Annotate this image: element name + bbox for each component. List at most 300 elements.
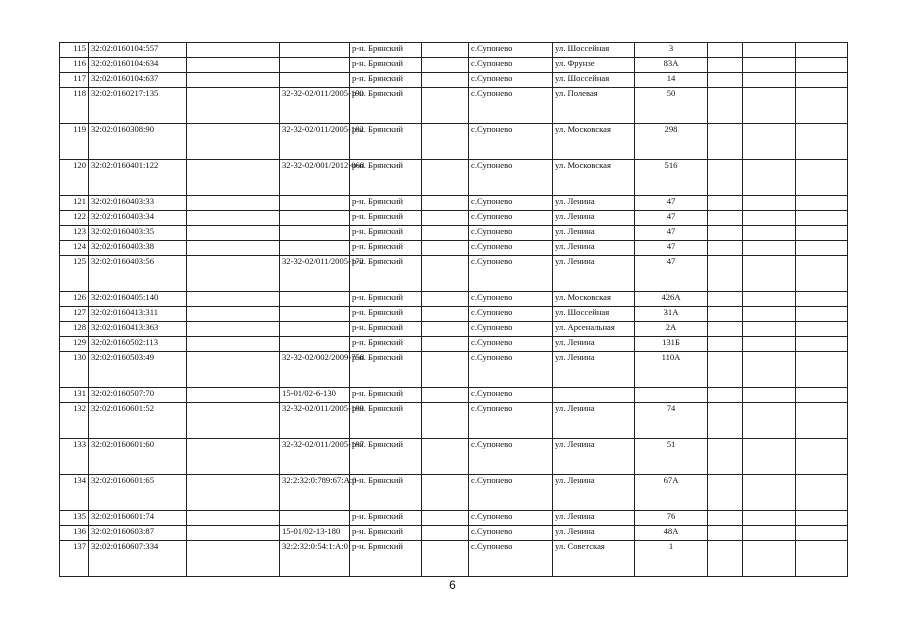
district-cell: р-н. Брянский: [350, 211, 422, 226]
empty-cell-cell: [187, 58, 280, 73]
district-cell: р-н. Брянский: [350, 160, 422, 196]
table-row: [60, 388, 848, 403]
cadastral-number-cell: 32:02:0160403:33: [89, 196, 187, 211]
empty-cell-cell: [187, 337, 280, 352]
registration-number-cell: [280, 241, 350, 256]
village-cell: с.Супонево: [469, 439, 553, 475]
empty-cell-cell: [422, 322, 469, 337]
empty-cell-cell: [422, 475, 469, 511]
table-row: [60, 43, 848, 58]
house-number-cell: 31А: [635, 307, 708, 322]
empty-cell-cell: [796, 226, 848, 241]
district-cell: р-н. Брянский: [350, 322, 422, 337]
row-number-cell: 135: [60, 511, 89, 526]
empty-cell-cell: [743, 511, 796, 526]
empty-cell-cell: [422, 337, 469, 352]
empty-cell-cell: [187, 388, 280, 403]
cadastral-number-cell: 32:02:0160601:74: [89, 511, 187, 526]
empty-cell-cell: [796, 211, 848, 226]
house-number-cell: [635, 388, 708, 403]
cadastral-number-cell: 32:02:0160403:38: [89, 241, 187, 256]
empty-cell-cell: [796, 352, 848, 388]
village-cell: с.Супонево: [469, 88, 553, 124]
table-row: [60, 124, 848, 160]
street-cell: ул. Советская: [553, 541, 635, 577]
empty-cell-cell: [743, 196, 796, 211]
street-cell: ул. Ленина: [553, 196, 635, 211]
row-number-cell: 124: [60, 241, 89, 256]
empty-cell-cell: [796, 337, 848, 352]
district-cell: р-н. Брянский: [350, 352, 422, 388]
empty-cell-cell: [796, 124, 848, 160]
house-number-cell: 131Б: [635, 337, 708, 352]
district-cell: р-н. Брянский: [350, 403, 422, 439]
empty-cell-cell: [708, 211, 743, 226]
empty-cell-cell: [743, 322, 796, 337]
empty-cell-cell: [187, 352, 280, 388]
house-number-cell: 47: [635, 196, 708, 211]
registration-number-cell: 32-32-02/002/2009-758: [280, 352, 350, 388]
row-number-cell: 119: [60, 124, 89, 160]
empty-cell-cell: [422, 226, 469, 241]
house-number-cell: 47: [635, 256, 708, 292]
row-number-cell: 126: [60, 292, 89, 307]
village-cell: с.Супонево: [469, 322, 553, 337]
empty-cell-cell: [796, 241, 848, 256]
empty-cell-cell: [708, 43, 743, 58]
empty-cell-cell: [743, 73, 796, 88]
table-body: [60, 43, 848, 577]
empty-cell-cell: [708, 439, 743, 475]
empty-cell-cell: [796, 43, 848, 58]
village-cell: с.Супонево: [469, 196, 553, 211]
registration-number-cell: [280, 58, 350, 73]
house-number-cell: 67А: [635, 475, 708, 511]
empty-cell-cell: [743, 292, 796, 307]
registration-number-cell: 32-32-02/011/2005-190: [280, 88, 350, 124]
empty-cell-cell: [422, 241, 469, 256]
village-cell: с.Супонево: [469, 307, 553, 322]
empty-cell-cell: [743, 403, 796, 439]
empty-cell-cell: [743, 337, 796, 352]
table-row: [60, 226, 848, 241]
village-cell: с.Супонево: [469, 43, 553, 58]
empty-cell-cell: [796, 388, 848, 403]
empty-cell-cell: [422, 292, 469, 307]
street-cell: ул. Ленина: [553, 511, 635, 526]
empty-cell-cell: [708, 337, 743, 352]
cadastral-number-cell: 32:02:0160104:637: [89, 73, 187, 88]
empty-cell-cell: [708, 256, 743, 292]
row-number-cell: 129: [60, 337, 89, 352]
cadastral-number-cell: 32:02:0160603:87: [89, 526, 187, 541]
empty-cell-cell: [187, 124, 280, 160]
empty-cell-cell: [743, 475, 796, 511]
registration-number-cell: [280, 292, 350, 307]
empty-cell-cell: [708, 475, 743, 511]
house-number-cell: 50: [635, 88, 708, 124]
district-cell: р-н. Брянский: [350, 88, 422, 124]
empty-cell-cell: [187, 226, 280, 241]
district-cell: р-н. Брянский: [350, 439, 422, 475]
table-row: [60, 58, 848, 73]
cadastral-number-cell: 32:02:0160507:70: [89, 388, 187, 403]
cadastral-number-cell: 32:02:0160405:140: [89, 292, 187, 307]
street-cell: ул. Ленина: [553, 526, 635, 541]
district-cell: р-н. Брянский: [350, 43, 422, 58]
table-row: [60, 73, 848, 88]
registration-number-cell: 32:2:32:0:789:67:А:0: [280, 475, 350, 511]
district-cell: р-н. Брянский: [350, 337, 422, 352]
empty-cell-cell: [422, 256, 469, 292]
district-cell: р-н. Брянский: [350, 58, 422, 73]
table-row: [60, 241, 848, 256]
empty-cell-cell: [422, 388, 469, 403]
empty-cell-cell: [743, 256, 796, 292]
village-cell: с.Супонево: [469, 256, 553, 292]
village-cell: с.Супонево: [469, 292, 553, 307]
empty-cell-cell: [708, 511, 743, 526]
empty-cell-cell: [708, 352, 743, 388]
registration-number-cell: [280, 322, 350, 337]
table-row: [60, 475, 848, 511]
cadastral-number-cell: 32:02:0160403:56: [89, 256, 187, 292]
registration-number-cell: [280, 226, 350, 241]
table-row: [60, 211, 848, 226]
empty-cell-cell: [708, 526, 743, 541]
district-cell: р-н. Брянский: [350, 475, 422, 511]
village-cell: с.Супонево: [469, 511, 553, 526]
registration-number-cell: 15-01/02-6-130: [280, 388, 350, 403]
cadastral-number-cell: 32:02:0160104:634: [89, 58, 187, 73]
empty-cell-cell: [187, 256, 280, 292]
village-cell: с.Супонево: [469, 403, 553, 439]
cadastral-number-cell: 32:02:0160607:334: [89, 541, 187, 577]
registration-number-cell: 32-32-02/011/2005-189: [280, 403, 350, 439]
street-cell: ул. Ленина: [553, 256, 635, 292]
row-number-cell: 121: [60, 196, 89, 211]
street-cell: [553, 388, 635, 403]
empty-cell-cell: [796, 307, 848, 322]
table-row: [60, 439, 848, 475]
house-number-cell: 47: [635, 241, 708, 256]
district-cell: р-н. Брянский: [350, 241, 422, 256]
empty-cell-cell: [708, 403, 743, 439]
cadastral-number-cell: 32:02:0160413:363: [89, 322, 187, 337]
street-cell: ул. Арсенальная: [553, 322, 635, 337]
empty-cell-cell: [743, 352, 796, 388]
empty-cell-cell: [187, 241, 280, 256]
row-number-cell: 137: [60, 541, 89, 577]
street-cell: ул. Ленина: [553, 211, 635, 226]
empty-cell-cell: [422, 403, 469, 439]
registration-number-cell: [280, 43, 350, 58]
empty-cell-cell: [708, 196, 743, 211]
empty-cell-cell: [422, 307, 469, 322]
house-number-cell: 298: [635, 124, 708, 160]
village-cell: с.Супонево: [469, 541, 553, 577]
empty-cell-cell: [796, 73, 848, 88]
empty-cell-cell: [743, 43, 796, 58]
table-row: [60, 88, 848, 124]
empty-cell-cell: [422, 541, 469, 577]
registration-number-cell: [280, 337, 350, 352]
empty-cell-cell: [743, 58, 796, 73]
empty-cell-cell: [422, 73, 469, 88]
registration-number-cell: 32-32-02/011/2005-187: [280, 439, 350, 475]
street-cell: ул. Шоссейная: [553, 73, 635, 88]
empty-cell-cell: [796, 475, 848, 511]
empty-cell-cell: [187, 160, 280, 196]
cadastral-number-cell: 32:02:0160403:34: [89, 211, 187, 226]
house-number-cell: 1: [635, 541, 708, 577]
empty-cell-cell: [187, 439, 280, 475]
empty-cell-cell: [743, 526, 796, 541]
house-number-cell: 47: [635, 211, 708, 226]
empty-cell-cell: [422, 124, 469, 160]
street-cell: ул. Ленина: [553, 352, 635, 388]
registration-number-cell: [280, 211, 350, 226]
row-number-cell: 134: [60, 475, 89, 511]
empty-cell-cell: [422, 439, 469, 475]
street-cell: ул. Шоссейная: [553, 43, 635, 58]
district-cell: р-н. Брянский: [350, 307, 422, 322]
table-row: [60, 292, 848, 307]
empty-cell-cell: [187, 526, 280, 541]
village-cell: с.Супонево: [469, 526, 553, 541]
cadastral-number-cell: 32:02:0160503:49: [89, 352, 187, 388]
street-cell: ул. Ленина: [553, 226, 635, 241]
district-cell: р-н. Брянский: [350, 196, 422, 211]
street-cell: ул. Шоссейная: [553, 307, 635, 322]
village-cell: с.Супонево: [469, 226, 553, 241]
empty-cell-cell: [708, 88, 743, 124]
row-number-cell: 118: [60, 88, 89, 124]
registration-number-cell: [280, 511, 350, 526]
table-row: [60, 337, 848, 352]
registration-number-cell: 32-32-02/001/2012-068: [280, 160, 350, 196]
empty-cell-cell: [422, 58, 469, 73]
empty-cell-cell: [708, 322, 743, 337]
empty-cell-cell: [796, 541, 848, 577]
empty-cell-cell: [796, 196, 848, 211]
empty-cell-cell: [796, 88, 848, 124]
row-number-cell: 115: [60, 43, 89, 58]
empty-cell-cell: [796, 403, 848, 439]
empty-cell-cell: [187, 511, 280, 526]
table-row: [60, 511, 848, 526]
empty-cell-cell: [187, 73, 280, 88]
empty-cell-cell: [187, 211, 280, 226]
row-number-cell: 128: [60, 322, 89, 337]
street-cell: ул. Ленина: [553, 403, 635, 439]
district-cell: р-н. Брянский: [350, 226, 422, 241]
empty-cell-cell: [422, 511, 469, 526]
empty-cell-cell: [743, 160, 796, 196]
cadastral-number-cell: 32:02:0160601:60: [89, 439, 187, 475]
empty-cell-cell: [796, 292, 848, 307]
street-cell: ул. Фрунзе: [553, 58, 635, 73]
district-cell: р-н. Брянский: [350, 256, 422, 292]
empty-cell-cell: [422, 160, 469, 196]
empty-cell-cell: [743, 541, 796, 577]
registration-number-cell: [280, 73, 350, 88]
row-number-cell: 130: [60, 352, 89, 388]
empty-cell-cell: [187, 475, 280, 511]
registration-number-cell: 32-32-02/011/2005-182: [280, 124, 350, 160]
registration-number-cell: 32-32-02/011/2005-172: [280, 256, 350, 292]
empty-cell-cell: [743, 226, 796, 241]
row-number-cell: 117: [60, 73, 89, 88]
empty-cell-cell: [796, 58, 848, 73]
street-cell: ул. Ленина: [553, 475, 635, 511]
empty-cell-cell: [708, 160, 743, 196]
village-cell: с.Супонево: [469, 337, 553, 352]
street-cell: ул. Ленина: [553, 439, 635, 475]
village-cell: с.Супонево: [469, 211, 553, 226]
empty-cell-cell: [422, 211, 469, 226]
empty-cell-cell: [796, 322, 848, 337]
empty-cell-cell: [743, 88, 796, 124]
empty-cell-cell: [422, 88, 469, 124]
street-cell: ул. Московская: [553, 124, 635, 160]
row-number-cell: 125: [60, 256, 89, 292]
house-number-cell: 14: [635, 73, 708, 88]
village-cell: с.Супонево: [469, 124, 553, 160]
district-cell: р-н. Брянский: [350, 541, 422, 577]
table-row: [60, 403, 848, 439]
empty-cell-cell: [187, 43, 280, 58]
cadastral-number-cell: 32:02:0160217:135: [89, 88, 187, 124]
table-row: [60, 526, 848, 541]
registration-number-cell: [280, 196, 350, 211]
empty-cell-cell: [708, 73, 743, 88]
table-row: [60, 322, 848, 337]
registration-number-cell: 32:2:32:0:54:1:А:0: [280, 541, 350, 577]
empty-cell-cell: [796, 526, 848, 541]
village-cell: с.Супонево: [469, 241, 553, 256]
district-cell: р-н. Брянский: [350, 73, 422, 88]
row-number-cell: 127: [60, 307, 89, 322]
house-number-cell: 110А: [635, 352, 708, 388]
registration-number-cell: 15-01/02-13-180: [280, 526, 350, 541]
empty-cell-cell: [796, 160, 848, 196]
empty-cell-cell: [422, 196, 469, 211]
cadastral-number-cell: 32:02:0160413:311: [89, 307, 187, 322]
cadastral-number-cell: 32:02:0160104:557: [89, 43, 187, 58]
table-row: [60, 352, 848, 388]
house-number-cell: 83А: [635, 58, 708, 73]
village-cell: с.Супонево: [469, 160, 553, 196]
street-cell: ул. Полевая: [553, 88, 635, 124]
empty-cell-cell: [708, 124, 743, 160]
property-register-table: [59, 42, 848, 577]
row-number-cell: 120: [60, 160, 89, 196]
row-number-cell: 136: [60, 526, 89, 541]
empty-cell-cell: [187, 292, 280, 307]
district-cell: р-н. Брянский: [350, 292, 422, 307]
district-cell: р-н. Брянский: [350, 526, 422, 541]
row-number-cell: 131: [60, 388, 89, 403]
district-cell: р-н. Брянский: [350, 388, 422, 403]
empty-cell-cell: [708, 388, 743, 403]
village-cell: с.Супонево: [469, 388, 553, 403]
empty-cell-cell: [422, 352, 469, 388]
street-cell: ул. Ленина: [553, 337, 635, 352]
table-row: [60, 307, 848, 322]
row-number-cell: 132: [60, 403, 89, 439]
empty-cell-cell: [187, 322, 280, 337]
house-number-cell: 2А: [635, 322, 708, 337]
house-number-cell: 3: [635, 43, 708, 58]
house-number-cell: 48А: [635, 526, 708, 541]
cadastral-number-cell: 32:02:0160601:52: [89, 403, 187, 439]
house-number-cell: 74: [635, 403, 708, 439]
house-number-cell: 76: [635, 511, 708, 526]
empty-cell-cell: [187, 307, 280, 322]
row-number-cell: 122: [60, 211, 89, 226]
empty-cell-cell: [743, 211, 796, 226]
cadastral-number-cell: 32:02:0160502:113: [89, 337, 187, 352]
empty-cell-cell: [796, 256, 848, 292]
empty-cell-cell: [743, 307, 796, 322]
registration-number-cell: [280, 307, 350, 322]
village-cell: с.Супонево: [469, 58, 553, 73]
house-number-cell: 51: [635, 439, 708, 475]
row-number-cell: 116: [60, 58, 89, 73]
empty-cell-cell: [743, 124, 796, 160]
house-number-cell: 516: [635, 160, 708, 196]
empty-cell-cell: [422, 43, 469, 58]
cadastral-number-cell: 32:02:0160601:65: [89, 475, 187, 511]
house-number-cell: 47: [635, 226, 708, 241]
house-number-cell: 426А: [635, 292, 708, 307]
empty-cell-cell: [708, 292, 743, 307]
empty-cell-cell: [743, 241, 796, 256]
table-row: [60, 196, 848, 211]
page-number: 6: [449, 578, 456, 592]
village-cell: с.Супонево: [469, 352, 553, 388]
empty-cell-cell: [708, 226, 743, 241]
empty-cell-cell: [743, 388, 796, 403]
street-cell: ул. Московская: [553, 292, 635, 307]
empty-cell-cell: [187, 541, 280, 577]
empty-cell-cell: [743, 439, 796, 475]
street-cell: ул. Московская: [553, 160, 635, 196]
empty-cell-cell: [187, 88, 280, 124]
district-cell: р-н. Брянский: [350, 124, 422, 160]
cadastral-number-cell: 32:02:0160308:90: [89, 124, 187, 160]
village-cell: с.Супонево: [469, 475, 553, 511]
empty-cell-cell: [422, 526, 469, 541]
empty-cell-cell: [796, 439, 848, 475]
table-row: [60, 541, 848, 577]
empty-cell-cell: [708, 307, 743, 322]
cadastral-number-cell: 32:02:0160401:122: [89, 160, 187, 196]
cadastral-number-cell: 32:02:0160403:35: [89, 226, 187, 241]
empty-cell-cell: [796, 511, 848, 526]
village-cell: с.Супонево: [469, 73, 553, 88]
empty-cell-cell: [187, 196, 280, 211]
empty-cell-cell: [708, 541, 743, 577]
street-cell: ул. Ленина: [553, 241, 635, 256]
empty-cell-cell: [708, 241, 743, 256]
empty-cell-cell: [708, 58, 743, 73]
table-row: [60, 160, 848, 196]
table-row: [60, 256, 848, 292]
empty-cell-cell: [187, 403, 280, 439]
district-cell: р-н. Брянский: [350, 511, 422, 526]
